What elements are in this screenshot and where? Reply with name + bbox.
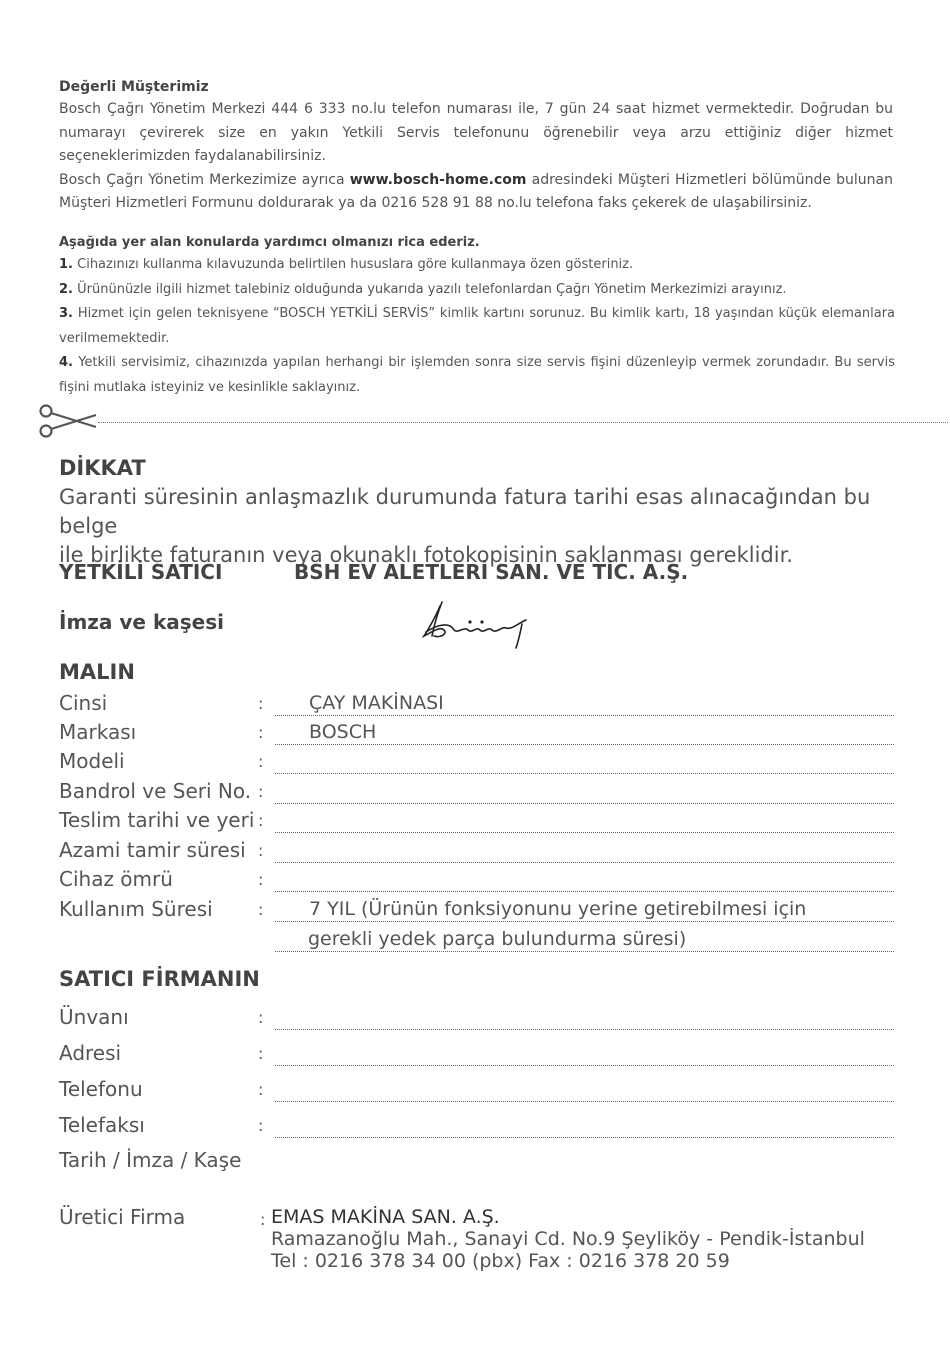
warning-title: DİKKAT (59, 456, 146, 480)
product-row-delivery (59, 806, 894, 835)
dotted-field-line[interactable] (275, 1137, 894, 1138)
website-link[interactable]: www.bosch-home.com (349, 171, 527, 188)
product-row-lifetime (59, 865, 894, 894)
intro-paragraph-2 (59, 169, 893, 216)
product-row-usage (59, 895, 894, 924)
dotted-field-line[interactable] (275, 1029, 894, 1030)
field-colon: : (258, 1080, 264, 1099)
product-row-type (59, 689, 894, 718)
field-label: Telefonu (59, 1077, 143, 1101)
field-label: Ünvanı (59, 1005, 129, 1029)
help-item-number: 3. (59, 306, 73, 321)
manufacturer-info (271, 1206, 865, 1272)
help-item-text: Ürününüzle ilgili hizmet talebiniz olduğunda yukarıda yazılı telefonlardan Çağrı Yönetim Merkezimizi arayınız. (77, 281, 787, 297)
manufacturer-contact: Tel : 0216 378 34 00 (pbx) Fax : 0216 378 20 59 (271, 1250, 730, 1272)
warning-line-2: ile birlikte faturanın veya okunaklı fotokopisinin saklanması gereklidir. (59, 543, 793, 567)
field-colon: : (258, 1044, 264, 1063)
field-value: BOSCH (309, 721, 377, 743)
seller-row-address (59, 1039, 894, 1068)
help-item (59, 253, 895, 278)
usage-continuation (275, 925, 894, 954)
field-value: 7 YIL (Ürünün fonksiyonunu yerine getirebilmesi için (309, 898, 807, 920)
field-colon: : (258, 900, 264, 919)
field-label: Telefaksı (59, 1113, 145, 1137)
help-item (59, 278, 895, 303)
cut-line (36, 403, 948, 439)
manufacturer-address: Ramazanoğlu Mah., Sanayi Cd. No.9 Şeyliköy - Pendik-İstanbul (271, 1228, 865, 1250)
product-row-repair-time (59, 836, 894, 865)
signature-scribble (418, 596, 530, 652)
field-label: Markası (59, 720, 137, 744)
product-section-title: MALIN (59, 660, 135, 684)
dealer-label: YETKİLİ SATICI (59, 560, 223, 584)
warning-line-1: Garanti süresinin anlaşmazlık durumunda fatura tarihi esas alınacağından bu belge (59, 485, 871, 538)
product-row-model (59, 747, 894, 776)
field-label: Teslim tarihi ve yeri (59, 808, 255, 832)
seller-row-fax (59, 1111, 894, 1140)
dotted-field-line[interactable] (275, 891, 894, 892)
seller-section-title: SATICI FİRMANIN (59, 967, 260, 991)
signature-label: İmza ve kaşesi (59, 610, 224, 634)
field-colon: : (258, 811, 264, 830)
manufacturer-name: EMAS MAKİNA SAN. A.Ş. (271, 1206, 500, 1228)
intro-paragraph-1: Bosch Çağrı Yönetim Merkezi 444 6 333 no.lu telefon numarası ile, 7 gün 24 saat hizmet vermektedir. Doğrudan bu numarayı çevirerek size en yakın Yetkili Servis telefonunu öğrenebilir veya arzu ettiğiniz diğer hizmet seçeneklerimizden faydalanabilirsiniz. (59, 101, 893, 164)
intro-paragraph-2-end: adresindeki Müşteri Hizmetleri bölümünde bulunan Müşteri Hizmetleri Formunu doldurarak ya da 0216 528 91 88 no.lu telefona faks çekerek de ulaşabilirsiniz. (59, 171, 893, 211)
dotted-field-line[interactable] (275, 1065, 894, 1066)
product-row-brand (59, 718, 894, 747)
dotted-cut-line (98, 422, 948, 423)
dotted-field-line[interactable] (275, 803, 894, 804)
dealer-name: BSH EV ALETLERİ SAN. VE TİC. A.Ş. (294, 560, 689, 584)
field-label: Cinsi (59, 691, 108, 715)
help-item-text: Cihazınızı kullanma kılavuzunda belirtilen hususlara göre kullanmaya özen gösteriniz. (77, 257, 634, 272)
warning-section (59, 453, 909, 570)
date-signature-label: Tarih / İmza / Kaşe (59, 1148, 242, 1172)
help-item-text: Hizmet için gelen teknisyene “BOSCH YETKİLİ SERVİS” kimlik kartını sorunuz. Bu kimlik kartı, 18 yaşından küçük elemanlara verilmemektedir. (59, 306, 895, 346)
dotted-field-line[interactable] (275, 862, 894, 863)
field-colon: : (258, 870, 264, 889)
dotted-field-line[interactable] (275, 832, 894, 833)
field-label: Bandrol ve Seri No. (59, 779, 252, 803)
field-colon: : (258, 1116, 264, 1135)
field-label: Adresi (59, 1041, 122, 1065)
field-colon: : (258, 782, 264, 801)
help-heading: Aşağıda yer alan konularda yardımcı olmanızı rica ederiz. (59, 235, 480, 250)
seller-row-phone (59, 1075, 894, 1104)
field-label: Cihaz ömrü (59, 867, 173, 891)
help-item-number: 2. (59, 281, 73, 297)
dotted-field-line[interactable] (275, 1101, 894, 1102)
field-label: Azami tamir süresi (59, 838, 246, 862)
manufacturer-label: Üretici Firma (59, 1205, 186, 1229)
field-colon: : (258, 752, 264, 771)
help-item-number: 1. (59, 257, 73, 272)
dotted-field-line[interactable] (275, 773, 894, 774)
scissors-icon (36, 403, 100, 439)
greeting: Değerli Müşterimiz (59, 79, 209, 95)
field-colon: : (258, 723, 264, 742)
field-colon: : (258, 1008, 264, 1027)
field-colon: : (258, 841, 264, 860)
product-row-serial (59, 777, 894, 806)
manufacturer-colon: : (260, 1210, 266, 1229)
field-value: gerekli yedek parça bulundurma süresi) (308, 928, 687, 950)
help-item (59, 351, 895, 400)
help-section (59, 233, 895, 400)
intro-paragraph-2-start: Bosch Çağrı Yönetim Merkezimize ayrıca (59, 171, 350, 188)
field-label: Kullanım Süresi (59, 897, 213, 921)
seller-row-title (59, 1003, 894, 1032)
help-item (59, 302, 895, 351)
field-label: Modeli (59, 749, 125, 773)
help-item-number: 4. (59, 355, 73, 370)
field-value: ÇAY MAKİNASI (309, 692, 444, 714)
intro-section (59, 76, 893, 216)
help-item-text: Yetkili servisimiz, cihazınızda yapılan herhangi bir işlemden sonra size servis fişini düzenleyip vermek zorundadır. Bu servis fişini mutlaka isteyiniz ve kesinlikle saklayınız. (59, 355, 896, 395)
field-colon: : (258, 694, 264, 713)
